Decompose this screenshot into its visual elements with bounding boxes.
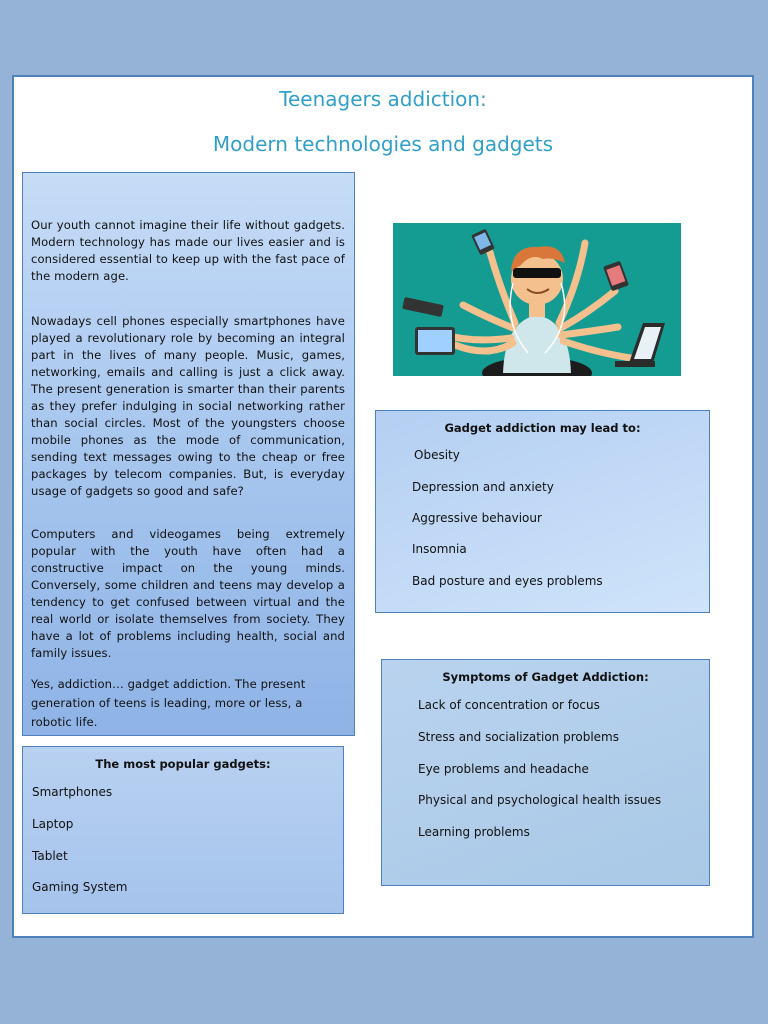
- poster-subtitle: Modern technologies and gadgets: [212, 132, 554, 156]
- list-item: Obesity: [414, 448, 460, 462]
- symptoms-box: [381, 659, 710, 886]
- list-item: Depression and anxiety: [412, 480, 554, 494]
- lead-list: [376, 411, 709, 612]
- lead-heading: Gadget addiction may lead to:: [444, 421, 641, 435]
- poster-title: Teenagers addiction:: [279, 87, 487, 111]
- article-paragraph-2: Nowadays cell phones especially smartphones have played a revolutionary role by becoming an integral part in the lives of many people. Music, games, networking, emails and calling is just a click away. The present generation is smarter than their parents as they prefer indulging in social networking rather than social circles. Most of the youngsters choose mobile phones as the mode of communication, sending text messages owing to the cheap or free packages by telecom companies. But, is everyday usage of gadgets so good and safe?: [31, 314, 345, 498]
- symptoms-list: [382, 660, 709, 885]
- list-item: Learning problems: [418, 825, 530, 839]
- list-item: Stress and socialization problems: [418, 730, 619, 744]
- list-item: Smartphones: [32, 785, 113, 799]
- popular-gadgets-heading: The most popular gadgets:: [95, 757, 271, 771]
- lead-box: [375, 410, 710, 613]
- article-paragraph-3: Computers and videogames being extremely popular with the youth have often had a constructive impact on the young minds. Conversely, some children and teens may develop a tendency to get confused between virtual and the real world or isolate themselves from society. They have a lot of problems including health, social and family issues.: [31, 527, 345, 660]
- popular-gadgets-box: [22, 746, 344, 914]
- article-paragraph-1: Our youth cannot imagine their life without gadgets. Modern technology has made our lives easier and is considered essential to keep up with the fast pace of the modern age.: [31, 218, 345, 283]
- list-item: Laptop: [32, 817, 74, 831]
- list-item: Lack of concentration or focus: [418, 698, 600, 712]
- article-paragraph-4: Yes, addiction… gadget addiction. The present generation of teens is leading, more or less, a robotic life.: [31, 677, 306, 729]
- article-textbox: [22, 172, 355, 736]
- list-item: Eye problems and headache: [418, 762, 589, 776]
- symptoms-heading: Symptoms of Gadget Addiction:: [442, 670, 649, 684]
- illustration-icon: [393, 223, 681, 376]
- list-item: Insomnia: [412, 542, 467, 556]
- poster-page: [12, 75, 754, 938]
- list-item: Physical and psychological health issues: [418, 793, 662, 807]
- list-item: Gaming System: [32, 880, 128, 894]
- list-item: Aggressive behaviour: [412, 511, 542, 525]
- list-item: Bad posture and eyes problems: [412, 574, 603, 588]
- popular-gadgets-list: [23, 747, 343, 913]
- list-item: Tablet: [32, 849, 68, 863]
